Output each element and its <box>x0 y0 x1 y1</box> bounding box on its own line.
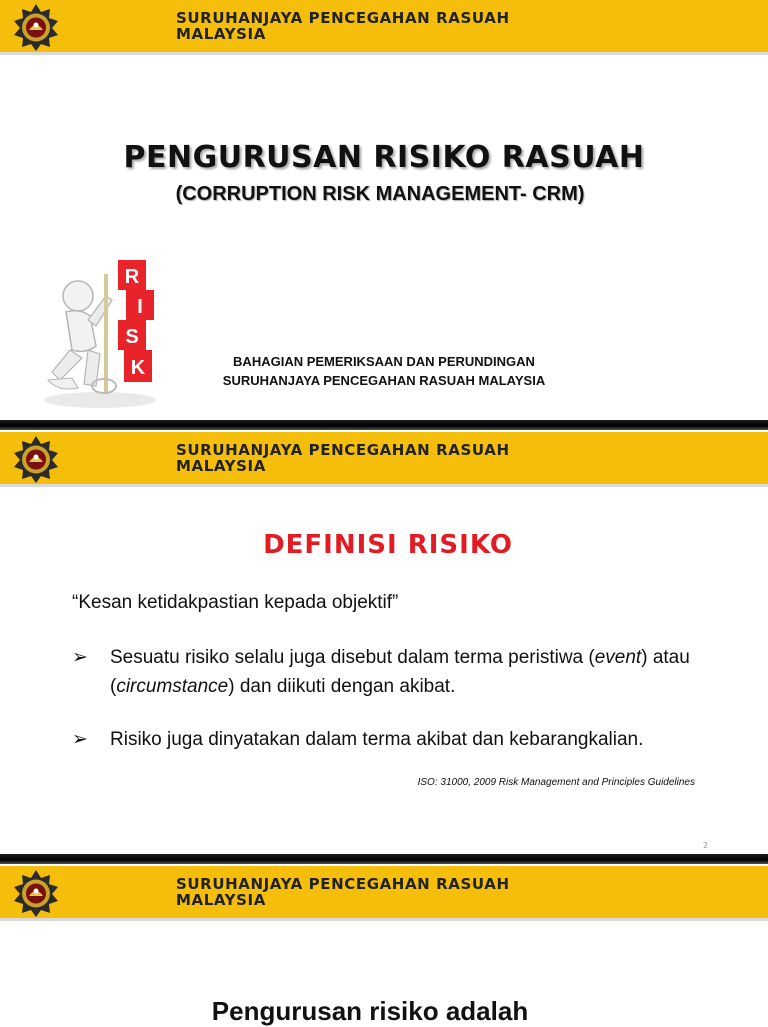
bullet-text-1: Sesuatu risiko selalu juga disebut dalam terma peristiwa (event) atau (circumstance) dan diikuti dengan akibat. <box>110 647 690 697</box>
org-name-line1: SURUHANJAYA PENCEGAHAN RASUAH <box>176 441 510 459</box>
emblem-logo-icon <box>12 435 60 483</box>
definition-quote: “Kesan ketidakpastian kepada objektif” <box>72 592 399 613</box>
slide-divider <box>0 420 768 430</box>
slide2-title: DEFINISI RISIKO <box>263 530 513 560</box>
org-name <box>176 876 556 908</box>
slide3-title: Pengurusan risiko adalah <box>211 996 529 1026</box>
block-letter-r: R <box>124 266 140 288</box>
org-name-line1: SURUHANJAYA PENCEGAHAN RASUAH <box>176 875 510 893</box>
department-label <box>200 352 568 390</box>
reference-citation: ISO: 31000, 2009 Risk Management and Principles Guidelines <box>417 777 695 788</box>
slide-divider <box>0 854 768 864</box>
block-letter-k: K <box>130 357 146 379</box>
header-band <box>0 866 768 921</box>
department-line2: SURUHANJAYA PENCEGAHAN RASUAH MALAYSIA <box>222 373 546 388</box>
org-name-line2: MALAYSIA <box>176 457 266 475</box>
slide-1 <box>0 0 768 420</box>
department-line1: BAHAGIAN PEMERIKSAAN DAN PERUNDINGAN <box>233 354 535 369</box>
risk-blocks <box>118 260 154 382</box>
slide-2 <box>0 430 768 854</box>
slide1-title: PENGURUSAN RISIKO RASUAH <box>123 140 645 175</box>
org-name-line2: MALAYSIA <box>176 891 266 909</box>
arrow-bullet-icon: ➢ <box>72 647 88 668</box>
bullet-text-2: Risiko juga dinyatakan dalam terma akibat dan kebarangkalian. <box>110 729 644 750</box>
risk-figure-illustration <box>38 254 173 414</box>
page-number: 2 <box>703 841 709 850</box>
header-band <box>0 0 768 55</box>
org-name <box>176 10 556 42</box>
org-name <box>176 442 556 474</box>
block-letter-i: I <box>137 296 143 318</box>
arrow-bullet-icon: ➢ <box>72 729 88 750</box>
slide1-subtitle: (CORRUPTION RISK MANAGEMENT- CRM) <box>175 183 585 205</box>
emblem-logo-icon <box>12 3 60 51</box>
org-name-line2: MALAYSIA <box>176 25 266 43</box>
org-name-line1: SURUHANJAYA PENCEGAHAN RASUAH <box>176 9 510 27</box>
header-band <box>0 432 768 487</box>
emblem-logo-icon <box>12 869 60 917</box>
block-letter-s: S <box>125 326 139 348</box>
